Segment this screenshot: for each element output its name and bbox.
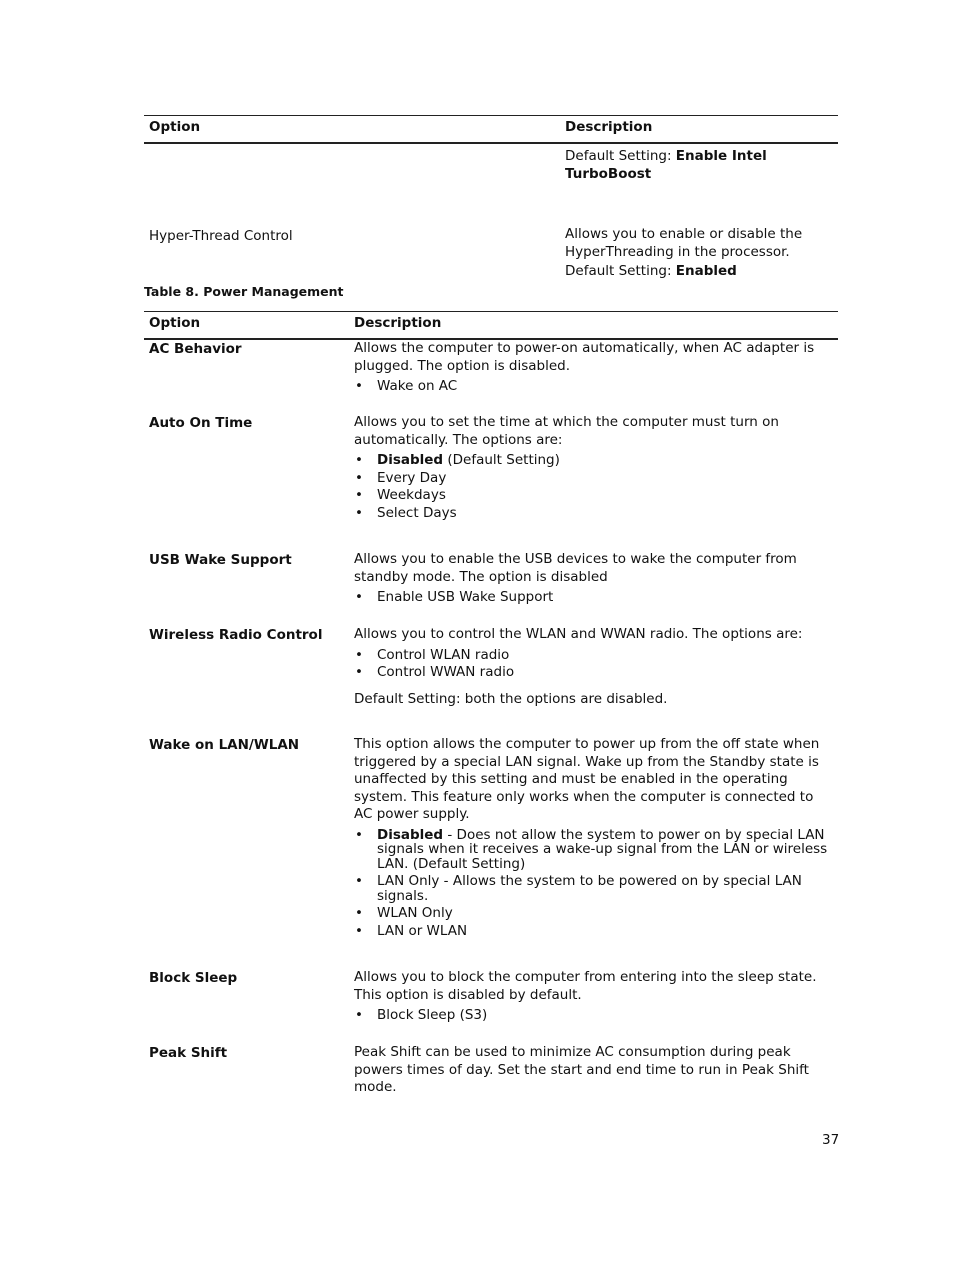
list-item: • Disabled - Does not allow the system to power on by special LAN signals when it receives a wake-up signal from the LAN or wireless LAN. (Default Setting)	[354, 828, 836, 872]
table-caption: Table 8. Power Management	[144, 284, 344, 299]
ac-behavior-description: Allows the computer to power-on automatically, when AC adapter is plugged. The option is disabled. • Wake on AC	[354, 340, 834, 397]
list-item: • Every Day	[354, 471, 834, 486]
wake-on-lan-description: This option allows the computer to power up from the off state when triggered by a special LAN signal. Wake up from the Standby state is unaffected by this setting and must be enabled in the operating system. This feature only works when the computer is connected to AC power supply. • Disabled - Does not allow the system to power on by special LAN signals when it receives a wake-up signal from the LAN or wireless LAN. (Default Setting) • LAN Only - Allows the system to be powered on by special LAN signals. • WLAN Only • LAN or WLAN	[354, 736, 836, 942]
ac-behavior-options	[354, 379, 834, 394]
auto-on-time-option: Auto On Time	[149, 415, 253, 431]
wireless-radio-control-description: Allows you to control the WLAN and WWAN radio. The options are: • Control WLAN radio • Control WWAN radio Default Setting: both the options are disabled.	[354, 626, 834, 712]
list-item: • Block Sleep (S3)	[354, 1008, 834, 1023]
usb-wake-support-option: USB Wake Support	[149, 552, 292, 568]
wake-on-lan-options	[354, 828, 836, 939]
list-item: • LAN or WLAN	[354, 924, 836, 939]
wireless-radio-control-option: Wireless Radio Control	[149, 627, 323, 643]
block-sleep-options	[354, 1008, 834, 1023]
list-item: • Control WWAN radio	[354, 665, 834, 680]
list-item: • Select Days	[354, 506, 834, 521]
ac-behavior-option: AC Behavior	[149, 341, 242, 357]
peak-shift-option: Peak Shift	[149, 1045, 228, 1061]
power-management-table	[144, 311, 838, 340]
default-setting-note: Default Setting: both the options are disabled.	[354, 690, 668, 707]
wireless-radio-control-options	[354, 648, 834, 680]
turboboost-default-setting: Default Setting: Enable Intel TurboBoost	[565, 148, 767, 182]
auto-on-time-description: Allows you to set the time at which the computer must turn on automatically. The options are: • Disabled (Default Setting) • Every Day • Weekdays • Select Days	[354, 414, 834, 524]
list-item: • Disabled (Default Setting)	[354, 453, 834, 468]
table-header	[144, 115, 838, 144]
block-sleep-option: Block Sleep	[149, 970, 238, 986]
list-item: • Weekdays	[354, 488, 834, 503]
table-header	[144, 311, 838, 340]
option-column-header: Option	[149, 119, 201, 135]
processor-settings-table	[144, 115, 838, 279]
hyper-thread-control-option: Hyper-Thread Control	[149, 228, 293, 244]
page-number: 37	[822, 1132, 840, 1148]
list-item: • WLAN Only	[354, 906, 836, 921]
peak-shift-description: Peak Shift can be used to minimize AC consumption during peak powers times of day. Set the start and end time to run in Peak Shift mode.	[354, 1044, 809, 1095]
description-column-header: Description	[354, 315, 442, 331]
option-column-header: Option	[149, 315, 201, 331]
auto-on-time-options	[354, 453, 834, 521]
usb-wake-support-description: Allows you to enable the USB devices to wake the computer from standby mode. The option is disabled • Enable USB Wake Support	[354, 551, 834, 608]
list-item: • LAN Only - Allows the system to be powered on by special LAN signals.	[354, 874, 836, 903]
block-sleep-description: Allows you to block the computer from entering into the sleep state. This option is disabled by default. • Block Sleep (S3)	[354, 969, 834, 1026]
list-item: • Control WLAN radio	[354, 648, 834, 663]
list-item: • Wake on AC	[354, 379, 834, 394]
usb-wake-support-options	[354, 590, 834, 605]
description-column-header: Description	[565, 119, 653, 135]
hyper-thread-control-description: Allows you to enable or disable the HyperThreading in the processor. Default Setting: Enabled	[565, 226, 803, 279]
wake-on-lan-option: Wake on LAN/WLAN	[149, 737, 300, 753]
list-item: • Enable USB Wake Support	[354, 590, 834, 605]
